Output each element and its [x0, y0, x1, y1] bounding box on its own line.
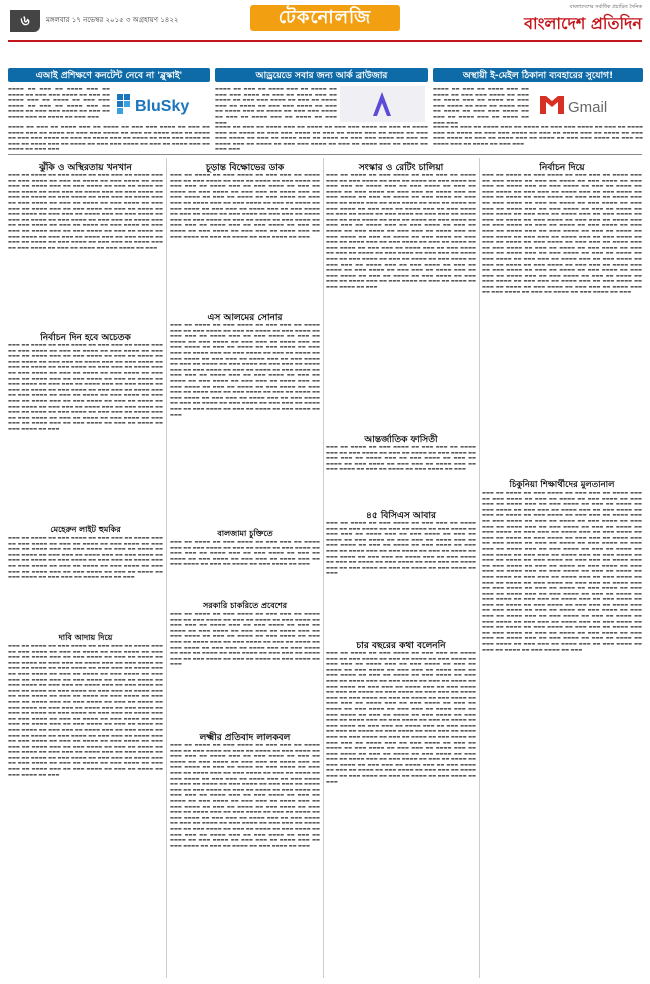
article-headline: চিকুনিয়া শিক্ষার্থীদের মুলতানাল: [509, 480, 615, 490]
article-body: ▬▬▬ ▬▬ ▬▬▬▬ ▬▬ ▬▬▬ ▬▬▬▬ ▬▬ ▬▬▬ ▬▬▬ ▬▬ ▬▬▬▬ ▬▬▬ ▬▬ ▬▬▬ ▬▬▬▬ ▬▬ ▬▬▬ ▬▬ ▬▬▬▬ ▬▬ ▬▬▬ ▬▬▬▬ ▬▬ ▬▬▬ ▬▬▬ ▬▬ ▬▬▬▬ ▬▬▬ ▬▬ ▬▬▬ ▬▬▬▬ ▬▬ ▬▬▬ ▬▬ ▬▬▬▬ ▬▬ ▬▬▬ ▬▬▬▬ ▬▬ ▬▬▬ ▬▬▬ ▬▬ ▬▬▬▬ ▬▬▬ ▬▬ ▬▬▬ ▬▬▬▬ ▬▬ ▬▬▬ ▬▬ ▬▬▬▬ ▬▬ ▬▬▬ ▬▬▬▬ ▬▬ ▬▬▬ ▬▬▬ ▬▬ ▬▬▬▬ ▬▬▬ ▬▬ ▬▬▬ ▬▬▬▬ ▬▬ ▬▬▬ ▬▬ ▬▬▬▬ ▬▬ ▬▬▬ ▬▬▬▬ ▬▬ ▬▬▬ ▬▬▬ ▬▬ ▬▬▬▬ ▬▬▬ ▬▬ ▬▬▬ ▬▬▬▬ ▬▬ ▬▬▬ ▬▬ ▬▬▬▬ ▬▬ ▬▬▬ ▬▬▬▬ ▬▬ ▬▬▬ ▬▬▬ ▬▬ ▬▬▬▬ ▬▬▬ ▬▬ ▬▬▬ ▬▬▬▬ ▬▬ ▬▬▬ ▬▬ ▬▬▬▬ ▬▬ ▬▬▬ ▬▬▬▬ ▬▬ ▬▬▬ ▬▬▬ ▬▬ ▬▬▬▬ ▬▬▬ ▬▬ ▬▬▬ ▬▬▬▬ ▬▬ ▬▬▬ ▬▬ ▬▬▬▬ ▬▬ ▬▬▬ ▬▬▬▬ ▬▬ ▬▬▬ ▬▬▬ ▬▬ ▬▬▬▬ ▬▬▬ ▬▬ ▬▬▬ ▬▬▬▬ ▬▬ ▬▬▬ ▬▬ ▬▬▬▬ ▬▬ ▬▬▬ ▬▬▬▬ ▬▬ ▬▬▬ ▬▬▬ ▬▬ ▬▬▬▬ ▬▬▬ ▬▬ ▬▬▬ ▬▬▬▬ ▬▬ ▬▬▬ ▬▬ ▬▬▬▬ ▬▬ ▬▬▬ ▬▬▬▬ ▬▬ ▬▬▬ ▬▬▬ ▬▬ ▬▬▬▬ ▬▬▬ ▬▬ ▬▬▬ ▬▬▬▬ ▬▬ ▬▬▬ ▬▬ ▬▬▬▬ ▬▬ ▬▬▬ ▬▬▬▬ ▬▬ ▬▬▬ ▬▬▬ ▬▬ ▬▬▬▬ ▬▬▬ ▬▬ ▬▬▬ ▬▬▬▬ ▬▬ ▬▬▬ ▬▬ ▬▬▬▬ ▬▬ ▬▬▬ ▬▬▬▬ ▬▬ ▬▬▬ ▬▬▬ ▬▬ ▬▬▬▬ ▬▬▬ ▬▬ ▬▬▬ ▬▬▬▬ ▬▬ ▬▬▬ ▬▬ ▬▬▬▬ ▬▬ ▬▬▬ ▬▬▬▬ ▬▬ ▬▬▬ ▬▬▬ ▬▬ ▬▬▬▬ ▬▬▬ ▬▬ ▬▬▬ ▬▬▬▬ ▬▬ ▬▬▬ ▬▬ ▬▬▬▬ ▬▬ ▬▬▬ ▬▬▬▬ ▬▬ ▬▬▬ ▬▬▬ ▬▬ ▬▬▬▬ ▬▬▬ ▬▬ ▬▬▬ ▬▬▬▬ ▬▬ ▬▬▬ ▬▬ ▬▬▬▬ ▬▬ ▬▬▬ ▬▬▬▬ ▬▬ ▬▬▬ ▬▬▬ ▬▬ ▬▬▬▬ ▬▬▬ ▬▬ ▬▬▬ ▬▬▬▬ ▬▬ ▬▬▬ ▬▬ ▬▬▬▬ ▬▬ ▬▬▬ ▬▬▬▬ ▬▬ ▬▬▬ ▬▬▬ ▬▬ ▬▬▬▬ ▬▬▬ ▬▬ ▬▬▬ ▬▬▬▬ ▬▬ ▬▬▬ ▬▬ ▬▬▬▬ ▬▬ ▬▬▬ ▬▬▬▬ ▬▬ ▬▬▬: [482, 172, 642, 295]
masthead: [0, 0, 650, 64]
article-headline: সরকারি চাকরিতে প্রবেশের: [203, 601, 287, 610]
article-headline: ৪৫ বিসিএস আবার: [366, 511, 436, 521]
article-headline: লক্ষ্মীর প্রতিবাদ লালকবল: [199, 733, 291, 743]
masthead-divider: [8, 40, 642, 42]
article-headline: নির্বাচন দিয়ে: [539, 163, 585, 173]
blusky-logo: [113, 86, 208, 122]
top-story-text-arc-more: ▬▬▬▬ ▬▬ ▬▬▬ ▬▬ ▬▬▬▬ ▬▬▬ ▬▬ ▬▬▬▬ ▬▬ ▬▬▬ ▬▬▬ ▬▬▬▬ ▬▬ ▬▬▬ ▬▬ ▬▬▬▬ ▬▬▬ ▬▬ ▬▬▬▬ ▬▬ ▬▬▬ ▬▬▬ ▬▬▬▬ ▬▬ ▬▬▬ ▬▬ ▬▬▬▬ ▬▬▬ ▬▬ ▬▬▬▬ ▬▬ ▬▬▬ ▬▬▬ ▬▬▬▬ ▬▬ ▬▬▬ ▬▬ ▬▬▬▬ ▬▬▬ ▬▬ ▬▬▬▬ ▬▬ ▬▬▬ ▬▬▬ ▬▬▬▬ ▬▬ ▬▬▬ ▬▬ ▬▬▬▬ ▬▬▬ ▬▬ ▬▬▬▬ ▬▬ ▬▬▬ ▬▬▬ ▬▬▬▬ ▬▬ ▬▬▬ ▬▬ ▬▬▬▬ ▬▬▬ ▬▬ ▬▬▬▬ ▬▬ ▬▬▬ ▬▬▬: [215, 124, 428, 150]
article-body: ▬▬▬ ▬▬ ▬▬▬▬ ▬▬ ▬▬▬ ▬▬▬▬ ▬▬ ▬▬▬ ▬▬▬ ▬▬ ▬▬▬▬ ▬▬▬ ▬▬ ▬▬▬ ▬▬▬▬ ▬▬ ▬▬▬ ▬▬ ▬▬▬▬ ▬▬ ▬▬▬ ▬▬▬▬ ▬▬ ▬▬▬ ▬▬▬ ▬▬ ▬▬▬▬ ▬▬▬ ▬▬ ▬▬▬ ▬▬▬▬ ▬▬ ▬▬▬ ▬▬ ▬▬▬▬ ▬▬ ▬▬▬ ▬▬▬▬ ▬▬ ▬▬▬ ▬▬▬ ▬▬ ▬▬▬▬ ▬▬▬ ▬▬ ▬▬▬ ▬▬▬▬ ▬▬ ▬▬▬ ▬▬ ▬▬▬▬ ▬▬ ▬▬▬ ▬▬▬▬ ▬▬ ▬▬▬ ▬▬▬ ▬▬ ▬▬▬▬ ▬▬▬ ▬▬ ▬▬▬ ▬▬▬▬ ▬▬ ▬▬▬ ▬▬ ▬▬▬▬ ▬▬ ▬▬▬ ▬▬▬▬ ▬▬ ▬▬▬ ▬▬▬ ▬▬ ▬▬▬▬ ▬▬▬ ▬▬ ▬▬▬ ▬▬▬▬ ▬▬ ▬▬▬ ▬▬ ▬▬▬▬ ▬▬ ▬▬▬ ▬▬▬▬ ▬▬ ▬▬▬ ▬▬▬ ▬▬ ▬▬▬▬ ▬▬▬ ▬▬ ▬▬▬ ▬▬▬▬ ▬▬ ▬▬▬ ▬▬ ▬▬▬▬ ▬▬ ▬▬▬ ▬▬▬▬ ▬▬ ▬▬▬: [326, 520, 476, 576]
section-title: টেকনোলজি: [250, 5, 400, 31]
gmail-logo: [532, 86, 640, 122]
column-divider: [166, 158, 167, 978]
article-body: ▬▬▬ ▬▬ ▬▬▬▬ ▬▬ ▬▬▬ ▬▬▬▬ ▬▬ ▬▬▬ ▬▬▬ ▬▬ ▬▬▬▬ ▬▬▬ ▬▬ ▬▬▬ ▬▬▬▬ ▬▬ ▬▬▬ ▬▬ ▬▬▬▬ ▬▬ ▬▬▬ ▬▬▬▬ ▬▬ ▬▬▬ ▬▬▬ ▬▬ ▬▬▬▬ ▬▬▬ ▬▬ ▬▬▬ ▬▬▬▬ ▬▬ ▬▬▬ ▬▬ ▬▬▬▬ ▬▬ ▬▬▬ ▬▬▬▬ ▬▬ ▬▬▬ ▬▬▬ ▬▬ ▬▬▬▬ ▬▬▬ ▬▬ ▬▬▬ ▬▬▬▬ ▬▬ ▬▬▬ ▬▬ ▬▬▬▬ ▬▬ ▬▬▬ ▬▬▬▬ ▬▬ ▬▬▬ ▬▬▬ ▬▬ ▬▬▬▬ ▬▬▬ ▬▬ ▬▬▬ ▬▬▬▬ ▬▬ ▬▬▬ ▬▬ ▬▬▬▬ ▬▬ ▬▬▬ ▬▬▬▬ ▬▬ ▬▬▬ ▬▬▬ ▬▬ ▬▬▬▬ ▬▬▬ ▬▬ ▬▬▬ ▬▬▬▬ ▬▬ ▬▬▬ ▬▬ ▬▬▬▬ ▬▬ ▬▬▬ ▬▬▬▬ ▬▬ ▬▬▬ ▬▬▬ ▬▬ ▬▬▬▬ ▬▬▬ ▬▬ ▬▬▬: [8, 535, 163, 580]
article-body: ▬▬▬ ▬▬ ▬▬▬▬ ▬▬ ▬▬▬ ▬▬▬▬ ▬▬ ▬▬▬ ▬▬▬ ▬▬ ▬▬▬▬ ▬▬▬ ▬▬ ▬▬▬ ▬▬▬▬ ▬▬ ▬▬▬ ▬▬ ▬▬▬▬ ▬▬ ▬▬▬ ▬▬▬▬ ▬▬ ▬▬▬ ▬▬▬ ▬▬ ▬▬▬▬ ▬▬▬ ▬▬ ▬▬▬ ▬▬▬▬ ▬▬ ▬▬▬ ▬▬ ▬▬▬▬ ▬▬ ▬▬▬ ▬▬▬▬ ▬▬ ▬▬▬ ▬▬▬ ▬▬ ▬▬▬▬ ▬▬▬ ▬▬ ▬▬▬ ▬▬▬▬ ▬▬ ▬▬▬ ▬▬ ▬▬▬▬ ▬▬ ▬▬▬ ▬▬▬▬ ▬▬ ▬▬▬ ▬▬▬ ▬▬ ▬▬▬▬ ▬▬▬ ▬▬ ▬▬▬ ▬▬▬▬ ▬▬ ▬▬▬ ▬▬ ▬▬▬▬ ▬▬ ▬▬▬ ▬▬▬▬ ▬▬ ▬▬▬ ▬▬▬ ▬▬ ▬▬▬▬ ▬▬▬ ▬▬ ▬▬▬ ▬▬▬▬ ▬▬ ▬▬▬ ▬▬ ▬▬▬▬ ▬▬ ▬▬▬ ▬▬▬▬ ▬▬ ▬▬▬ ▬▬▬ ▬▬ ▬▬▬▬ ▬▬▬ ▬▬ ▬▬▬ ▬▬▬▬ ▬▬ ▬▬▬ ▬▬ ▬▬▬▬ ▬▬ ▬▬▬ ▬▬▬▬ ▬▬ ▬▬▬: [170, 611, 320, 667]
top-story-text-email-more: ▬▬▬▬ ▬▬ ▬▬▬ ▬▬ ▬▬▬▬ ▬▬▬ ▬▬ ▬▬▬▬ ▬▬ ▬▬▬ ▬▬▬ ▬▬▬▬ ▬▬ ▬▬▬ ▬▬ ▬▬▬▬ ▬▬▬ ▬▬ ▬▬▬▬ ▬▬ ▬▬▬ ▬▬▬ ▬▬▬▬ ▬▬ ▬▬▬ ▬▬ ▬▬▬▬ ▬▬▬ ▬▬ ▬▬▬▬ ▬▬ ▬▬▬ ▬▬▬ ▬▬▬▬ ▬▬ ▬▬▬ ▬▬ ▬▬▬▬ ▬▬▬ ▬▬ ▬▬▬▬ ▬▬ ▬▬▬ ▬▬▬ ▬▬▬▬ ▬▬ ▬▬▬ ▬▬ ▬▬▬▬ ▬▬▬ ▬▬ ▬▬▬▬ ▬▬ ▬▬▬ ▬▬▬: [433, 124, 643, 146]
column-divider: [323, 158, 324, 978]
column-divider: [479, 158, 480, 978]
article-headline: আন্তর্জাতিক ফাসিতী: [364, 435, 438, 445]
article-body: ▬▬▬ ▬▬ ▬▬▬▬ ▬▬ ▬▬▬ ▬▬▬▬ ▬▬ ▬▬▬ ▬▬▬ ▬▬ ▬▬▬▬ ▬▬▬ ▬▬ ▬▬▬ ▬▬▬▬ ▬▬ ▬▬▬ ▬▬ ▬▬▬▬ ▬▬ ▬▬▬ ▬▬▬▬ ▬▬ ▬▬▬ ▬▬▬ ▬▬ ▬▬▬▬ ▬▬▬ ▬▬ ▬▬▬ ▬▬▬▬ ▬▬ ▬▬▬ ▬▬ ▬▬▬▬ ▬▬ ▬▬▬ ▬▬▬▬ ▬▬ ▬▬▬ ▬▬▬ ▬▬ ▬▬▬▬ ▬▬▬ ▬▬ ▬▬▬ ▬▬▬▬ ▬▬ ▬▬▬ ▬▬ ▬▬▬▬ ▬▬ ▬▬▬ ▬▬▬▬ ▬▬ ▬▬▬ ▬▬▬ ▬▬ ▬▬▬▬ ▬▬▬ ▬▬ ▬▬▬ ▬▬▬▬ ▬▬ ▬▬▬ ▬▬ ▬▬▬▬ ▬▬ ▬▬▬ ▬▬▬▬ ▬▬ ▬▬▬ ▬▬▬ ▬▬ ▬▬▬▬ ▬▬▬ ▬▬ ▬▬▬ ▬▬▬▬ ▬▬ ▬▬▬ ▬▬ ▬▬▬▬ ▬▬ ▬▬▬ ▬▬▬▬ ▬▬ ▬▬▬ ▬▬▬ ▬▬ ▬▬▬▬ ▬▬▬ ▬▬ ▬▬▬ ▬▬▬▬ ▬▬ ▬▬▬ ▬▬ ▬▬▬▬ ▬▬ ▬▬▬ ▬▬▬▬ ▬▬ ▬▬▬ ▬▬▬ ▬▬ ▬▬▬▬ ▬▬▬ ▬▬ ▬▬▬ ▬▬▬▬ ▬▬ ▬▬▬ ▬▬ ▬▬▬▬ ▬▬ ▬▬▬ ▬▬▬▬ ▬▬ ▬▬▬ ▬▬▬ ▬▬ ▬▬▬▬ ▬▬▬ ▬▬ ▬▬▬ ▬▬▬▬ ▬▬ ▬▬▬ ▬▬ ▬▬▬▬ ▬▬ ▬▬▬ ▬▬▬▬ ▬▬ ▬▬▬ ▬▬▬ ▬▬ ▬▬▬▬ ▬▬▬ ▬▬ ▬▬▬ ▬▬▬▬ ▬▬ ▬▬▬ ▬▬ ▬▬▬▬ ▬▬ ▬▬▬ ▬▬▬▬ ▬▬ ▬▬▬ ▬▬▬ ▬▬ ▬▬▬▬ ▬▬▬ ▬▬ ▬▬▬ ▬▬▬▬ ▬▬ ▬▬▬ ▬▬ ▬▬▬▬ ▬▬ ▬▬▬ ▬▬▬▬ ▬▬ ▬▬▬ ▬▬▬ ▬▬ ▬▬▬▬ ▬▬▬ ▬▬ ▬▬▬ ▬▬▬▬ ▬▬ ▬▬▬ ▬▬ ▬▬▬▬ ▬▬ ▬▬▬ ▬▬▬▬ ▬▬ ▬▬▬ ▬▬▬ ▬▬ ▬▬▬▬ ▬▬▬ ▬▬ ▬▬▬ ▬▬▬▬ ▬▬ ▬▬▬ ▬▬ ▬▬▬▬ ▬▬ ▬▬▬ ▬▬▬▬ ▬▬ ▬▬▬ ▬▬▬ ▬▬ ▬▬▬▬ ▬▬▬ ▬▬ ▬▬▬ ▬▬▬▬ ▬▬ ▬▬▬ ▬▬ ▬▬▬▬ ▬▬ ▬▬▬ ▬▬▬▬ ▬▬ ▬▬▬ ▬▬▬ ▬▬ ▬▬▬▬ ▬▬▬ ▬▬ ▬▬▬ ▬▬▬▬ ▬▬ ▬▬▬ ▬▬ ▬▬▬▬ ▬▬ ▬▬▬ ▬▬▬▬ ▬▬ ▬▬▬: [326, 172, 476, 289]
article-headline: বালজামা চুক্তিতে: [217, 529, 273, 538]
article-body: ▬▬▬ ▬▬ ▬▬▬▬ ▬▬ ▬▬▬ ▬▬▬▬ ▬▬ ▬▬▬ ▬▬▬ ▬▬ ▬▬▬▬ ▬▬▬ ▬▬ ▬▬▬ ▬▬▬▬ ▬▬ ▬▬▬ ▬▬ ▬▬▬▬ ▬▬ ▬▬▬ ▬▬▬▬ ▬▬ ▬▬▬ ▬▬▬ ▬▬ ▬▬▬▬ ▬▬▬ ▬▬ ▬▬▬ ▬▬▬▬ ▬▬ ▬▬▬ ▬▬ ▬▬▬▬ ▬▬ ▬▬▬ ▬▬▬▬ ▬▬ ▬▬▬ ▬▬▬ ▬▬ ▬▬▬▬ ▬▬▬ ▬▬ ▬▬▬ ▬▬▬▬ ▬▬ ▬▬▬ ▬▬ ▬▬▬▬ ▬▬ ▬▬▬ ▬▬▬▬ ▬▬ ▬▬▬ ▬▬▬ ▬▬ ▬▬▬▬ ▬▬▬ ▬▬ ▬▬▬ ▬▬▬▬ ▬▬ ▬▬▬ ▬▬ ▬▬▬▬ ▬▬ ▬▬▬ ▬▬▬▬ ▬▬ ▬▬▬ ▬▬▬ ▬▬ ▬▬▬▬ ▬▬▬ ▬▬ ▬▬▬ ▬▬▬▬ ▬▬ ▬▬▬ ▬▬ ▬▬▬▬ ▬▬ ▬▬▬ ▬▬▬▬ ▬▬ ▬▬▬ ▬▬▬ ▬▬ ▬▬▬▬ ▬▬▬ ▬▬ ▬▬▬ ▬▬▬▬ ▬▬ ▬▬▬ ▬▬ ▬▬▬▬ ▬▬ ▬▬▬ ▬▬▬▬ ▬▬ ▬▬▬ ▬▬▬ ▬▬ ▬▬▬▬ ▬▬▬ ▬▬ ▬▬▬ ▬▬▬▬ ▬▬ ▬▬▬ ▬▬ ▬▬▬▬ ▬▬ ▬▬▬ ▬▬▬▬ ▬▬ ▬▬▬ ▬▬▬ ▬▬ ▬▬▬▬ ▬▬▬ ▬▬ ▬▬▬ ▬▬▬▬ ▬▬ ▬▬▬ ▬▬ ▬▬▬▬ ▬▬ ▬▬▬ ▬▬▬▬ ▬▬ ▬▬▬ ▬▬▬ ▬▬ ▬▬▬▬ ▬▬▬ ▬▬ ▬▬▬ ▬▬▬▬ ▬▬ ▬▬▬ ▬▬ ▬▬▬▬ ▬▬ ▬▬▬ ▬▬▬▬ ▬▬ ▬▬▬ ▬▬▬ ▬▬ ▬▬▬▬ ▬▬▬ ▬▬ ▬▬▬ ▬▬▬▬ ▬▬ ▬▬▬ ▬▬ ▬▬▬▬ ▬▬ ▬▬▬ ▬▬▬▬ ▬▬ ▬▬▬ ▬▬▬ ▬▬ ▬▬▬▬ ▬▬▬ ▬▬ ▬▬▬ ▬▬▬▬ ▬▬ ▬▬▬ ▬▬ ▬▬▬▬ ▬▬ ▬▬▬ ▬▬▬▬ ▬▬ ▬▬▬: [8, 342, 163, 431]
article-headline: নির্বাচন দিন হবে অচেতক: [40, 333, 131, 343]
article-body: ▬▬▬ ▬▬ ▬▬▬▬ ▬▬ ▬▬▬ ▬▬▬▬ ▬▬ ▬▬▬ ▬▬▬ ▬▬ ▬▬▬▬ ▬▬▬ ▬▬ ▬▬▬ ▬▬▬▬ ▬▬ ▬▬▬ ▬▬ ▬▬▬▬ ▬▬ ▬▬▬ ▬▬▬▬ ▬▬ ▬▬▬ ▬▬▬ ▬▬ ▬▬▬▬ ▬▬▬ ▬▬ ▬▬▬ ▬▬▬▬ ▬▬ ▬▬▬ ▬▬ ▬▬▬▬ ▬▬ ▬▬▬ ▬▬▬▬ ▬▬ ▬▬▬ ▬▬▬ ▬▬ ▬▬▬▬ ▬▬▬ ▬▬ ▬▬▬ ▬▬▬▬ ▬▬ ▬▬▬ ▬▬ ▬▬▬▬ ▬▬ ▬▬▬ ▬▬▬▬ ▬▬ ▬▬▬ ▬▬▬ ▬▬ ▬▬▬▬ ▬▬▬ ▬▬ ▬▬▬ ▬▬▬▬ ▬▬ ▬▬▬ ▬▬ ▬▬▬▬ ▬▬ ▬▬▬ ▬▬▬▬ ▬▬ ▬▬▬ ▬▬▬ ▬▬ ▬▬▬▬ ▬▬▬ ▬▬ ▬▬▬ ▬▬▬▬ ▬▬ ▬▬▬ ▬▬ ▬▬▬▬ ▬▬ ▬▬▬ ▬▬▬▬ ▬▬ ▬▬▬ ▬▬▬ ▬▬ ▬▬▬▬ ▬▬▬ ▬▬ ▬▬▬ ▬▬▬▬ ▬▬ ▬▬▬ ▬▬ ▬▬▬▬ ▬▬ ▬▬▬ ▬▬▬▬ ▬▬ ▬▬▬ ▬▬▬ ▬▬ ▬▬▬▬ ▬▬▬ ▬▬ ▬▬▬ ▬▬▬▬ ▬▬ ▬▬▬ ▬▬ ▬▬▬▬ ▬▬ ▬▬▬ ▬▬▬▬ ▬▬ ▬▬▬ ▬▬▬ ▬▬ ▬▬▬▬ ▬▬▬ ▬▬ ▬▬▬ ▬▬▬▬ ▬▬ ▬▬▬ ▬▬ ▬▬▬▬ ▬▬ ▬▬▬ ▬▬▬▬ ▬▬ ▬▬▬ ▬▬▬ ▬▬ ▬▬▬▬ ▬▬▬ ▬▬ ▬▬▬ ▬▬▬▬ ▬▬ ▬▬▬ ▬▬ ▬▬▬▬ ▬▬ ▬▬▬ ▬▬▬▬ ▬▬ ▬▬▬ ▬▬▬ ▬▬ ▬▬▬▬ ▬▬▬ ▬▬ ▬▬▬ ▬▬▬▬ ▬▬ ▬▬▬ ▬▬ ▬▬▬▬ ▬▬ ▬▬▬ ▬▬▬▬ ▬▬ ▬▬▬ ▬▬▬ ▬▬ ▬▬▬▬ ▬▬▬ ▬▬ ▬▬▬ ▬▬▬▬ ▬▬ ▬▬▬ ▬▬ ▬▬▬▬ ▬▬ ▬▬▬ ▬▬▬▬ ▬▬ ▬▬▬ ▬▬▬ ▬▬ ▬▬▬▬ ▬▬▬ ▬▬ ▬▬▬ ▬▬▬▬ ▬▬ ▬▬▬ ▬▬ ▬▬▬▬ ▬▬ ▬▬▬ ▬▬▬▬ ▬▬ ▬▬▬ ▬▬▬ ▬▬ ▬▬▬▬ ▬▬▬ ▬▬ ▬▬▬ ▬▬▬▬ ▬▬ ▬▬▬ ▬▬ ▬▬▬▬ ▬▬ ▬▬▬ ▬▬▬▬ ▬▬ ▬▬▬ ▬▬▬ ▬▬ ▬▬▬▬ ▬▬▬ ▬▬ ▬▬▬ ▬▬▬▬ ▬▬ ▬▬▬ ▬▬ ▬▬▬▬ ▬▬ ▬▬▬ ▬▬▬▬ ▬▬ ▬▬▬ ▬▬▬ ▬▬ ▬▬▬▬ ▬▬▬ ▬▬ ▬▬▬ ▬▬▬▬ ▬▬ ▬▬▬ ▬▬ ▬▬▬▬ ▬▬ ▬▬▬ ▬▬▬▬ ▬▬ ▬▬▬ ▬▬▬ ▬▬ ▬▬▬▬ ▬▬▬ ▬▬ ▬▬▬ ▬▬▬▬ ▬▬ ▬▬▬ ▬▬ ▬▬▬▬ ▬▬ ▬▬▬ ▬▬▬▬ ▬▬ ▬▬▬ ▬▬▬ ▬▬ ▬▬▬▬ ▬▬▬ ▬▬ ▬▬▬ ▬▬▬▬ ▬▬ ▬▬▬ ▬▬ ▬▬▬▬ ▬▬ ▬▬▬ ▬▬▬▬ ▬▬ ▬▬▬ ▬▬▬ ▬▬ ▬▬▬▬ ▬▬▬ ▬▬ ▬▬▬ ▬▬▬▬ ▬▬ ▬▬▬ ▬▬ ▬▬▬▬ ▬▬ ▬▬▬ ▬▬▬▬ ▬▬ ▬▬▬ ▬▬▬ ▬▬ ▬▬▬▬ ▬▬▬ ▬▬ ▬▬▬ ▬▬▬▬ ▬▬ ▬▬▬ ▬▬ ▬▬▬▬ ▬▬ ▬▬▬ ▬▬▬▬ ▬▬ ▬▬▬ ▬▬▬ ▬▬ ▬▬▬▬ ▬▬▬ ▬▬ ▬▬▬ ▬▬▬▬ ▬▬ ▬▬▬ ▬▬ ▬▬▬▬ ▬▬ ▬▬▬ ▬▬▬▬ ▬▬ ▬▬▬ ▬▬▬ ▬▬ ▬▬▬▬ ▬▬▬ ▬▬ ▬▬▬ ▬▬▬▬ ▬▬ ▬▬▬ ▬▬ ▬▬▬▬ ▬▬ ▬▬▬ ▬▬▬▬ ▬▬ ▬▬▬: [482, 490, 642, 652]
article-body: ▬▬▬ ▬▬ ▬▬▬▬ ▬▬ ▬▬▬ ▬▬▬▬ ▬▬ ▬▬▬ ▬▬▬ ▬▬ ▬▬▬▬ ▬▬▬ ▬▬ ▬▬▬ ▬▬▬▬ ▬▬ ▬▬▬ ▬▬ ▬▬▬▬ ▬▬ ▬▬▬ ▬▬▬▬ ▬▬ ▬▬▬ ▬▬▬ ▬▬ ▬▬▬▬ ▬▬▬ ▬▬ ▬▬▬ ▬▬▬▬ ▬▬ ▬▬▬ ▬▬ ▬▬▬▬ ▬▬ ▬▬▬ ▬▬▬▬ ▬▬ ▬▬▬ ▬▬▬ ▬▬ ▬▬▬▬ ▬▬▬ ▬▬ ▬▬▬ ▬▬▬▬ ▬▬ ▬▬▬ ▬▬ ▬▬▬▬ ▬▬ ▬▬▬ ▬▬▬▬ ▬▬ ▬▬▬ ▬▬▬ ▬▬ ▬▬▬▬ ▬▬▬ ▬▬ ▬▬▬ ▬▬▬▬ ▬▬ ▬▬▬ ▬▬ ▬▬▬▬ ▬▬ ▬▬▬ ▬▬▬▬ ▬▬ ▬▬▬ ▬▬▬ ▬▬ ▬▬▬▬ ▬▬▬ ▬▬ ▬▬▬ ▬▬▬▬ ▬▬ ▬▬▬ ▬▬ ▬▬▬▬ ▬▬ ▬▬▬ ▬▬▬▬ ▬▬ ▬▬▬ ▬▬▬ ▬▬ ▬▬▬▬ ▬▬▬ ▬▬ ▬▬▬ ▬▬▬▬ ▬▬ ▬▬▬ ▬▬ ▬▬▬▬ ▬▬ ▬▬▬ ▬▬▬▬ ▬▬ ▬▬▬ ▬▬▬ ▬▬ ▬▬▬▬ ▬▬▬ ▬▬ ▬▬▬ ▬▬▬▬ ▬▬ ▬▬▬ ▬▬ ▬▬▬▬ ▬▬ ▬▬▬ ▬▬▬▬ ▬▬ ▬▬▬ ▬▬▬ ▬▬ ▬▬▬▬ ▬▬▬ ▬▬ ▬▬▬ ▬▬▬▬ ▬▬ ▬▬▬ ▬▬ ▬▬▬▬ ▬▬ ▬▬▬ ▬▬▬▬ ▬▬ ▬▬▬ ▬▬▬ ▬▬ ▬▬▬▬ ▬▬▬ ▬▬ ▬▬▬ ▬▬▬▬ ▬▬ ▬▬▬ ▬▬ ▬▬▬▬ ▬▬ ▬▬▬ ▬▬▬▬ ▬▬ ▬▬▬ ▬▬▬ ▬▬ ▬▬▬▬ ▬▬▬ ▬▬ ▬▬▬ ▬▬▬▬ ▬▬ ▬▬▬ ▬▬ ▬▬▬▬ ▬▬ ▬▬▬ ▬▬▬▬ ▬▬ ▬▬▬: [8, 172, 163, 250]
blusky-logo-text: BluSky: [135, 98, 190, 115]
top-story-headline-email: অস্থায়ী ই-মেইল ঠিকানা ব্যবহারের সুযোগ!: [433, 68, 643, 82]
article-body: ▬▬▬ ▬▬ ▬▬▬▬ ▬▬ ▬▬▬ ▬▬▬▬ ▬▬ ▬▬▬ ▬▬▬ ▬▬ ▬▬▬▬ ▬▬▬ ▬▬ ▬▬▬ ▬▬▬▬ ▬▬ ▬▬▬ ▬▬ ▬▬▬▬ ▬▬ ▬▬▬ ▬▬▬▬ ▬▬ ▬▬▬ ▬▬▬ ▬▬ ▬▬▬▬ ▬▬▬ ▬▬ ▬▬▬ ▬▬▬▬ ▬▬ ▬▬▬ ▬▬ ▬▬▬▬ ▬▬ ▬▬▬ ▬▬▬▬ ▬▬ ▬▬▬ ▬▬▬ ▬▬ ▬▬▬▬ ▬▬▬ ▬▬ ▬▬▬ ▬▬▬▬ ▬▬ ▬▬▬ ▬▬ ▬▬▬▬ ▬▬ ▬▬▬ ▬▬▬▬ ▬▬ ▬▬▬ ▬▬▬ ▬▬ ▬▬▬▬ ▬▬▬ ▬▬ ▬▬▬ ▬▬▬▬ ▬▬ ▬▬▬ ▬▬ ▬▬▬▬ ▬▬ ▬▬▬ ▬▬▬▬ ▬▬ ▬▬▬ ▬▬▬ ▬▬ ▬▬▬▬ ▬▬▬ ▬▬ ▬▬▬ ▬▬▬▬ ▬▬ ▬▬▬ ▬▬ ▬▬▬▬ ▬▬ ▬▬▬ ▬▬▬▬ ▬▬ ▬▬▬ ▬▬▬ ▬▬ ▬▬▬▬ ▬▬▬ ▬▬ ▬▬▬ ▬▬▬▬ ▬▬ ▬▬▬ ▬▬ ▬▬▬▬ ▬▬ ▬▬▬ ▬▬▬▬ ▬▬ ▬▬▬ ▬▬▬ ▬▬ ▬▬▬▬ ▬▬▬ ▬▬ ▬▬▬ ▬▬▬▬ ▬▬ ▬▬▬ ▬▬ ▬▬▬▬ ▬▬ ▬▬▬ ▬▬▬▬ ▬▬ ▬▬▬ ▬▬▬ ▬▬ ▬▬▬▬ ▬▬▬ ▬▬ ▬▬▬ ▬▬▬▬ ▬▬ ▬▬▬ ▬▬ ▬▬▬▬ ▬▬ ▬▬▬ ▬▬▬▬ ▬▬ ▬▬▬: [170, 172, 320, 239]
top-story-text-ai-more: ▬▬▬▬ ▬▬ ▬▬▬ ▬▬ ▬▬▬▬ ▬▬▬ ▬▬ ▬▬▬▬ ▬▬ ▬▬▬ ▬▬▬ ▬▬▬▬ ▬▬ ▬▬▬ ▬▬ ▬▬▬▬ ▬▬▬ ▬▬ ▬▬▬▬ ▬▬ ▬▬▬ ▬▬▬ ▬▬▬▬ ▬▬ ▬▬▬ ▬▬ ▬▬▬▬ ▬▬▬ ▬▬ ▬▬▬▬ ▬▬ ▬▬▬ ▬▬▬ ▬▬▬▬ ▬▬ ▬▬▬ ▬▬ ▬▬▬▬ ▬▬▬ ▬▬ ▬▬▬▬ ▬▬ ▬▬▬ ▬▬▬ ▬▬▬▬ ▬▬ ▬▬▬ ▬▬ ▬▬▬▬ ▬▬▬ ▬▬ ▬▬▬▬ ▬▬ ▬▬▬ ▬▬▬ ▬▬▬▬ ▬▬ ▬▬▬ ▬▬ ▬▬▬▬ ▬▬▬ ▬▬ ▬▬▬▬ ▬▬ ▬▬▬ ▬▬▬: [8, 124, 210, 150]
page-number-badge: ৬: [10, 10, 40, 32]
article-headline: সংস্কার ও রেটিং চালিয়া: [358, 163, 444, 173]
top-section-divider: [8, 154, 642, 155]
article-headline: চূড়ান্ত বিক্ষোভের ডাক: [205, 163, 285, 173]
top-story-headline-ai: এআই প্রশিক্ষণে কনটেন্ট নেবে না 'ব্লুস্কাই': [8, 68, 210, 82]
top-story-headline-arc: আড্রয়েডে সবার জন্য আর্ক ব্রাউজার: [215, 68, 428, 82]
article-headline: দাবি আদায় দিয়ে: [58, 633, 113, 642]
brand-tagline: বাংলাদেশের সর্বাধিক প্রচারিত দৈনিক: [569, 4, 642, 10]
top-story-text-email: ▬▬▬▬ ▬▬ ▬▬▬ ▬▬ ▬▬▬▬ ▬▬▬ ▬▬ ▬▬▬▬ ▬▬ ▬▬▬ ▬▬▬ ▬▬▬▬ ▬▬ ▬▬▬ ▬▬ ▬▬▬▬ ▬▬▬ ▬▬ ▬▬▬▬ ▬▬ ▬▬▬ ▬▬▬ ▬▬▬▬ ▬▬ ▬▬▬ ▬▬ ▬▬▬▬ ▬▬▬ ▬▬ ▬▬▬▬ ▬▬ ▬▬▬ ▬▬▬ ▬▬▬▬ ▬▬ ▬▬▬ ▬▬ ▬▬▬▬ ▬▬▬ ▬▬ ▬▬▬▬ ▬▬ ▬▬▬ ▬▬▬: [433, 86, 529, 125]
article-headline: চার বছরের কথা বলেননি: [356, 641, 446, 651]
article-body: ▬▬▬ ▬▬ ▬▬▬▬ ▬▬ ▬▬▬ ▬▬▬▬ ▬▬ ▬▬▬ ▬▬▬ ▬▬ ▬▬▬▬ ▬▬▬ ▬▬ ▬▬▬ ▬▬▬▬ ▬▬ ▬▬▬ ▬▬ ▬▬▬▬ ▬▬ ▬▬▬ ▬▬▬▬ ▬▬ ▬▬▬ ▬▬▬ ▬▬ ▬▬▬▬ ▬▬▬ ▬▬ ▬▬▬ ▬▬▬▬ ▬▬ ▬▬▬ ▬▬ ▬▬▬▬ ▬▬ ▬▬▬ ▬▬▬▬ ▬▬ ▬▬▬ ▬▬▬ ▬▬ ▬▬▬▬ ▬▬▬ ▬▬ ▬▬▬ ▬▬▬▬ ▬▬ ▬▬▬ ▬▬ ▬▬▬▬ ▬▬ ▬▬▬ ▬▬▬▬ ▬▬ ▬▬▬ ▬▬▬ ▬▬ ▬▬▬▬ ▬▬▬ ▬▬ ▬▬▬ ▬▬▬▬ ▬▬ ▬▬▬ ▬▬ ▬▬▬▬ ▬▬ ▬▬▬ ▬▬▬▬ ▬▬ ▬▬▬ ▬▬▬ ▬▬ ▬▬▬▬ ▬▬▬ ▬▬ ▬▬▬ ▬▬▬▬ ▬▬ ▬▬▬ ▬▬ ▬▬▬▬ ▬▬ ▬▬▬ ▬▬▬▬ ▬▬ ▬▬▬ ▬▬▬ ▬▬ ▬▬▬▬ ▬▬▬ ▬▬ ▬▬▬ ▬▬▬▬ ▬▬ ▬▬▬ ▬▬ ▬▬▬▬ ▬▬ ▬▬▬ ▬▬▬▬ ▬▬ ▬▬▬ ▬▬▬ ▬▬ ▬▬▬▬ ▬▬▬ ▬▬ ▬▬▬ ▬▬▬▬ ▬▬ ▬▬▬ ▬▬ ▬▬▬▬ ▬▬ ▬▬▬ ▬▬▬▬ ▬▬ ▬▬▬ ▬▬▬ ▬▬ ▬▬▬▬ ▬▬▬ ▬▬ ▬▬▬ ▬▬▬▬ ▬▬ ▬▬▬ ▬▬ ▬▬▬▬ ▬▬ ▬▬▬ ▬▬▬▬ ▬▬ ▬▬▬ ▬▬▬ ▬▬ ▬▬▬▬ ▬▬▬ ▬▬ ▬▬▬ ▬▬▬▬ ▬▬ ▬▬▬ ▬▬ ▬▬▬▬ ▬▬ ▬▬▬ ▬▬▬▬ ▬▬ ▬▬▬ ▬▬▬ ▬▬ ▬▬▬▬ ▬▬▬ ▬▬ ▬▬▬ ▬▬▬▬ ▬▬ ▬▬▬ ▬▬ ▬▬▬▬ ▬▬ ▬▬▬ ▬▬▬▬ ▬▬ ▬▬▬ ▬▬▬ ▬▬ ▬▬▬▬ ▬▬▬ ▬▬ ▬▬▬ ▬▬▬▬ ▬▬ ▬▬▬ ▬▬ ▬▬▬▬ ▬▬ ▬▬▬ ▬▬▬▬ ▬▬ ▬▬▬: [170, 322, 320, 417]
newspaper-brand: [482, 4, 642, 34]
gmail-logo-text: Gmail: [568, 99, 608, 116]
article-body: ▬▬▬ ▬▬ ▬▬▬▬ ▬▬ ▬▬▬ ▬▬▬▬ ▬▬ ▬▬▬ ▬▬▬ ▬▬ ▬▬▬▬ ▬▬▬ ▬▬ ▬▬▬ ▬▬▬▬ ▬▬ ▬▬▬ ▬▬ ▬▬▬▬ ▬▬ ▬▬▬ ▬▬▬▬ ▬▬ ▬▬▬ ▬▬▬ ▬▬ ▬▬▬▬ ▬▬▬ ▬▬ ▬▬▬ ▬▬▬▬ ▬▬ ▬▬▬ ▬▬ ▬▬▬▬ ▬▬ ▬▬▬ ▬▬▬▬ ▬▬ ▬▬▬ ▬▬▬ ▬▬ ▬▬▬▬ ▬▬▬ ▬▬ ▬▬▬ ▬▬▬▬ ▬▬ ▬▬▬ ▬▬ ▬▬▬▬ ▬▬ ▬▬▬ ▬▬▬▬ ▬▬ ▬▬▬: [170, 539, 320, 567]
brand-name: বাংলাদেশ প্রতিদিন: [524, 14, 642, 33]
top-story-text-arc: ▬▬▬▬ ▬▬ ▬▬▬ ▬▬ ▬▬▬▬ ▬▬▬ ▬▬ ▬▬▬▬ ▬▬ ▬▬▬ ▬▬▬ ▬▬▬▬ ▬▬ ▬▬▬ ▬▬ ▬▬▬▬ ▬▬▬ ▬▬ ▬▬▬▬ ▬▬ ▬▬▬ ▬▬▬ ▬▬▬▬ ▬▬ ▬▬▬ ▬▬ ▬▬▬▬ ▬▬▬ ▬▬ ▬▬▬▬ ▬▬ ▬▬▬ ▬▬▬ ▬▬▬▬ ▬▬ ▬▬▬ ▬▬ ▬▬▬▬ ▬▬▬ ▬▬ ▬▬▬▬ ▬▬ ▬▬▬ ▬▬▬ ▬▬▬▬ ▬▬ ▬▬▬ ▬▬ ▬▬▬▬ ▬▬▬ ▬▬ ▬▬▬▬ ▬▬ ▬▬▬ ▬▬▬: [215, 86, 337, 125]
article-headline: এস আলমের সোনার: [207, 313, 283, 323]
arc-browser-logo: [340, 86, 425, 122]
top-story-text-ai: ▬▬▬▬ ▬▬ ▬▬▬ ▬▬ ▬▬▬▬ ▬▬▬ ▬▬ ▬▬▬▬ ▬▬ ▬▬▬ ▬▬▬ ▬▬▬▬ ▬▬ ▬▬▬ ▬▬ ▬▬▬▬ ▬▬▬ ▬▬ ▬▬▬▬ ▬▬ ▬▬▬ ▬▬▬ ▬▬▬▬ ▬▬ ▬▬▬ ▬▬ ▬▬▬▬ ▬▬▬ ▬▬ ▬▬▬▬ ▬▬ ▬▬▬ ▬▬▬ ▬▬▬▬ ▬▬ ▬▬▬ ▬▬ ▬▬▬▬ ▬▬▬ ▬▬ ▬▬▬▬ ▬▬ ▬▬▬ ▬▬▬: [8, 86, 110, 119]
article-body: ▬▬▬ ▬▬ ▬▬▬▬ ▬▬ ▬▬▬ ▬▬▬▬ ▬▬ ▬▬▬ ▬▬▬ ▬▬ ▬▬▬▬ ▬▬▬ ▬▬ ▬▬▬ ▬▬▬▬ ▬▬ ▬▬▬ ▬▬ ▬▬▬▬ ▬▬ ▬▬▬ ▬▬▬▬ ▬▬ ▬▬▬ ▬▬▬ ▬▬ ▬▬▬▬ ▬▬▬ ▬▬ ▬▬▬ ▬▬▬▬ ▬▬ ▬▬▬ ▬▬ ▬▬▬▬ ▬▬ ▬▬▬ ▬▬▬▬ ▬▬ ▬▬▬ ▬▬▬ ▬▬ ▬▬▬▬ ▬▬▬ ▬▬ ▬▬▬ ▬▬▬▬ ▬▬ ▬▬▬ ▬▬ ▬▬▬▬ ▬▬ ▬▬▬ ▬▬▬▬ ▬▬ ▬▬▬: [326, 444, 476, 472]
article-body: ▬▬▬ ▬▬ ▬▬▬▬ ▬▬ ▬▬▬ ▬▬▬▬ ▬▬ ▬▬▬ ▬▬▬ ▬▬ ▬▬▬▬ ▬▬▬ ▬▬ ▬▬▬ ▬▬▬▬ ▬▬ ▬▬▬ ▬▬ ▬▬▬▬ ▬▬ ▬▬▬ ▬▬▬▬ ▬▬ ▬▬▬ ▬▬▬ ▬▬ ▬▬▬▬ ▬▬▬ ▬▬ ▬▬▬ ▬▬▬▬ ▬▬ ▬▬▬ ▬▬ ▬▬▬▬ ▬▬ ▬▬▬ ▬▬▬▬ ▬▬ ▬▬▬ ▬▬▬ ▬▬ ▬▬▬▬ ▬▬▬ ▬▬ ▬▬▬ ▬▬▬▬ ▬▬ ▬▬▬ ▬▬ ▬▬▬▬ ▬▬ ▬▬▬ ▬▬▬▬ ▬▬ ▬▬▬ ▬▬▬ ▬▬ ▬▬▬▬ ▬▬▬ ▬▬ ▬▬▬ ▬▬▬▬ ▬▬ ▬▬▬ ▬▬ ▬▬▬▬ ▬▬ ▬▬▬ ▬▬▬▬ ▬▬ ▬▬▬ ▬▬▬ ▬▬ ▬▬▬▬ ▬▬▬ ▬▬ ▬▬▬ ▬▬▬▬ ▬▬ ▬▬▬ ▬▬ ▬▬▬▬ ▬▬ ▬▬▬ ▬▬▬▬ ▬▬ ▬▬▬ ▬▬▬ ▬▬ ▬▬▬▬ ▬▬▬ ▬▬ ▬▬▬ ▬▬▬▬ ▬▬ ▬▬▬ ▬▬ ▬▬▬▬ ▬▬ ▬▬▬ ▬▬▬▬ ▬▬ ▬▬▬ ▬▬▬ ▬▬ ▬▬▬▬ ▬▬▬ ▬▬ ▬▬▬ ▬▬▬▬ ▬▬ ▬▬▬ ▬▬ ▬▬▬▬ ▬▬ ▬▬▬ ▬▬▬▬ ▬▬ ▬▬▬ ▬▬▬ ▬▬ ▬▬▬▬ ▬▬▬ ▬▬ ▬▬▬ ▬▬▬▬ ▬▬ ▬▬▬ ▬▬ ▬▬▬▬ ▬▬ ▬▬▬ ▬▬▬▬ ▬▬ ▬▬▬ ▬▬▬ ▬▬ ▬▬▬▬ ▬▬▬ ▬▬ ▬▬▬ ▬▬▬▬ ▬▬ ▬▬▬ ▬▬ ▬▬▬▬ ▬▬ ▬▬▬ ▬▬▬▬ ▬▬ ▬▬▬ ▬▬▬ ▬▬ ▬▬▬▬ ▬▬▬ ▬▬ ▬▬▬ ▬▬▬▬ ▬▬ ▬▬▬ ▬▬ ▬▬▬▬ ▬▬ ▬▬▬ ▬▬▬▬ ▬▬ ▬▬▬ ▬▬▬ ▬▬ ▬▬▬▬ ▬▬▬ ▬▬ ▬▬▬ ▬▬▬▬ ▬▬ ▬▬▬ ▬▬ ▬▬▬▬ ▬▬ ▬▬▬ ▬▬▬▬ ▬▬ ▬▬▬ ▬▬▬ ▬▬ ▬▬▬▬ ▬▬▬ ▬▬ ▬▬▬ ▬▬▬▬ ▬▬ ▬▬▬ ▬▬ ▬▬▬▬ ▬▬ ▬▬▬ ▬▬▬▬ ▬▬ ▬▬▬ ▬▬▬ ▬▬ ▬▬▬▬ ▬▬▬ ▬▬ ▬▬▬ ▬▬▬▬ ▬▬ ▬▬▬ ▬▬ ▬▬▬▬ ▬▬ ▬▬▬ ▬▬▬▬ ▬▬ ▬▬▬ ▬▬▬ ▬▬ ▬▬▬▬ ▬▬▬ ▬▬ ▬▬▬ ▬▬▬▬ ▬▬ ▬▬▬ ▬▬ ▬▬▬▬ ▬▬ ▬▬▬ ▬▬▬▬ ▬▬ ▬▬▬ ▬▬▬ ▬▬ ▬▬▬▬ ▬▬▬ ▬▬ ▬▬▬ ▬▬▬▬ ▬▬ ▬▬▬ ▬▬ ▬▬▬▬ ▬▬ ▬▬▬ ▬▬▬▬ ▬▬ ▬▬▬ ▬▬▬ ▬▬ ▬▬▬▬ ▬▬▬ ▬▬ ▬▬▬ ▬▬▬▬ ▬▬ ▬▬▬ ▬▬ ▬▬▬▬ ▬▬ ▬▬▬ ▬▬▬▬ ▬▬ ▬▬▬ ▬▬▬ ▬▬ ▬▬▬▬ ▬▬▬ ▬▬ ▬▬▬ ▬▬▬▬ ▬▬ ▬▬▬ ▬▬ ▬▬▬▬ ▬▬ ▬▬▬ ▬▬▬▬ ▬▬ ▬▬▬: [8, 643, 163, 777]
article-body: ▬▬▬ ▬▬ ▬▬▬▬ ▬▬ ▬▬▬ ▬▬▬▬ ▬▬ ▬▬▬ ▬▬▬ ▬▬ ▬▬▬▬ ▬▬▬ ▬▬ ▬▬▬ ▬▬▬▬ ▬▬ ▬▬▬ ▬▬ ▬▬▬▬ ▬▬ ▬▬▬ ▬▬▬▬ ▬▬ ▬▬▬ ▬▬▬ ▬▬ ▬▬▬▬ ▬▬▬ ▬▬ ▬▬▬ ▬▬▬▬ ▬▬ ▬▬▬ ▬▬ ▬▬▬▬ ▬▬ ▬▬▬ ▬▬▬▬ ▬▬ ▬▬▬ ▬▬▬ ▬▬ ▬▬▬▬ ▬▬▬ ▬▬ ▬▬▬ ▬▬▬▬ ▬▬ ▬▬▬ ▬▬ ▬▬▬▬ ▬▬ ▬▬▬ ▬▬▬▬ ▬▬ ▬▬▬ ▬▬▬ ▬▬ ▬▬▬▬ ▬▬▬ ▬▬ ▬▬▬ ▬▬▬▬ ▬▬ ▬▬▬ ▬▬ ▬▬▬▬ ▬▬ ▬▬▬ ▬▬▬▬ ▬▬ ▬▬▬ ▬▬▬ ▬▬ ▬▬▬▬ ▬▬▬ ▬▬ ▬▬▬ ▬▬▬▬ ▬▬ ▬▬▬ ▬▬ ▬▬▬▬ ▬▬ ▬▬▬ ▬▬▬▬ ▬▬ ▬▬▬ ▬▬▬ ▬▬ ▬▬▬▬ ▬▬▬ ▬▬ ▬▬▬ ▬▬▬▬ ▬▬ ▬▬▬ ▬▬ ▬▬▬▬ ▬▬ ▬▬▬ ▬▬▬▬ ▬▬ ▬▬▬ ▬▬▬ ▬▬ ▬▬▬▬ ▬▬▬ ▬▬ ▬▬▬ ▬▬▬▬ ▬▬ ▬▬▬ ▬▬ ▬▬▬▬ ▬▬ ▬▬▬ ▬▬▬▬ ▬▬ ▬▬▬ ▬▬▬ ▬▬ ▬▬▬▬ ▬▬▬ ▬▬ ▬▬▬ ▬▬▬▬ ▬▬ ▬▬▬ ▬▬ ▬▬▬▬ ▬▬ ▬▬▬ ▬▬▬▬ ▬▬ ▬▬▬ ▬▬▬ ▬▬ ▬▬▬▬ ▬▬▬ ▬▬ ▬▬▬ ▬▬▬▬ ▬▬ ▬▬▬ ▬▬ ▬▬▬▬ ▬▬ ▬▬▬ ▬▬▬▬ ▬▬ ▬▬▬ ▬▬▬ ▬▬ ▬▬▬▬ ▬▬▬ ▬▬ ▬▬▬ ▬▬▬▬ ▬▬ ▬▬▬ ▬▬ ▬▬▬▬ ▬▬ ▬▬▬ ▬▬▬▬ ▬▬ ▬▬▬ ▬▬▬ ▬▬ ▬▬▬▬ ▬▬▬ ▬▬ ▬▬▬ ▬▬▬▬ ▬▬ ▬▬▬ ▬▬ ▬▬▬▬ ▬▬ ▬▬▬ ▬▬▬▬ ▬▬ ▬▬▬ ▬▬▬ ▬▬ ▬▬▬▬ ▬▬▬ ▬▬ ▬▬▬ ▬▬▬▬ ▬▬ ▬▬▬ ▬▬ ▬▬▬▬ ▬▬ ▬▬▬ ▬▬▬▬ ▬▬ ▬▬▬ ▬▬▬ ▬▬ ▬▬▬▬ ▬▬▬ ▬▬ ▬▬▬ ▬▬▬▬ ▬▬ ▬▬▬ ▬▬ ▬▬▬▬ ▬▬ ▬▬▬ ▬▬▬▬ ▬▬ ▬▬▬: [170, 742, 320, 848]
article-headline: ঝুঁকি ও অস্থিরতায় খনখান: [39, 163, 132, 173]
article-headline: মেহেরুন লাইট হুমকির: [50, 525, 121, 534]
issue-date: মঙ্গলবার ১৭ নভেম্বর ২০১৫ ৩ অগ্রহায়ণ ১৪২২: [46, 16, 179, 24]
article-body: ▬▬▬ ▬▬ ▬▬▬▬ ▬▬ ▬▬▬ ▬▬▬▬ ▬▬ ▬▬▬ ▬▬▬ ▬▬ ▬▬▬▬ ▬▬▬ ▬▬ ▬▬▬ ▬▬▬▬ ▬▬ ▬▬▬ ▬▬ ▬▬▬▬ ▬▬ ▬▬▬ ▬▬▬▬ ▬▬ ▬▬▬ ▬▬▬ ▬▬ ▬▬▬▬ ▬▬▬ ▬▬ ▬▬▬ ▬▬▬▬ ▬▬ ▬▬▬ ▬▬ ▬▬▬▬ ▬▬ ▬▬▬ ▬▬▬▬ ▬▬ ▬▬▬ ▬▬▬ ▬▬ ▬▬▬▬ ▬▬▬ ▬▬ ▬▬▬ ▬▬▬▬ ▬▬ ▬▬▬ ▬▬ ▬▬▬▬ ▬▬ ▬▬▬ ▬▬▬▬ ▬▬ ▬▬▬ ▬▬▬ ▬▬ ▬▬▬▬ ▬▬▬ ▬▬ ▬▬▬ ▬▬▬▬ ▬▬ ▬▬▬ ▬▬ ▬▬▬▬ ▬▬ ▬▬▬ ▬▬▬▬ ▬▬ ▬▬▬ ▬▬▬ ▬▬ ▬▬▬▬ ▬▬▬ ▬▬ ▬▬▬ ▬▬▬▬ ▬▬ ▬▬▬ ▬▬ ▬▬▬▬ ▬▬ ▬▬▬ ▬▬▬▬ ▬▬ ▬▬▬ ▬▬▬ ▬▬ ▬▬▬▬ ▬▬▬ ▬▬ ▬▬▬ ▬▬▬▬ ▬▬ ▬▬▬ ▬▬ ▬▬▬▬ ▬▬ ▬▬▬ ▬▬▬▬ ▬▬ ▬▬▬ ▬▬▬ ▬▬ ▬▬▬▬ ▬▬▬ ▬▬ ▬▬▬ ▬▬▬▬ ▬▬ ▬▬▬ ▬▬ ▬▬▬▬ ▬▬ ▬▬▬ ▬▬▬▬ ▬▬ ▬▬▬ ▬▬▬ ▬▬ ▬▬▬▬ ▬▬▬ ▬▬ ▬▬▬ ▬▬▬▬ ▬▬ ▬▬▬ ▬▬ ▬▬▬▬ ▬▬ ▬▬▬ ▬▬▬▬ ▬▬ ▬▬▬ ▬▬▬ ▬▬ ▬▬▬▬ ▬▬▬ ▬▬ ▬▬▬ ▬▬▬▬ ▬▬ ▬▬▬ ▬▬ ▬▬▬▬ ▬▬ ▬▬▬ ▬▬▬▬ ▬▬ ▬▬▬ ▬▬▬ ▬▬ ▬▬▬▬ ▬▬▬ ▬▬ ▬▬▬ ▬▬▬▬ ▬▬ ▬▬▬ ▬▬ ▬▬▬▬ ▬▬ ▬▬▬ ▬▬▬▬ ▬▬ ▬▬▬ ▬▬▬ ▬▬ ▬▬▬▬ ▬▬▬ ▬▬ ▬▬▬ ▬▬▬▬ ▬▬ ▬▬▬ ▬▬ ▬▬▬▬ ▬▬ ▬▬▬ ▬▬▬▬ ▬▬ ▬▬▬ ▬▬▬ ▬▬ ▬▬▬▬ ▬▬▬ ▬▬ ▬▬▬ ▬▬▬▬ ▬▬ ▬▬▬ ▬▬ ▬▬▬▬ ▬▬ ▬▬▬ ▬▬▬▬ ▬▬ ▬▬▬ ▬▬▬ ▬▬ ▬▬▬▬ ▬▬▬ ▬▬ ▬▬▬ ▬▬▬▬ ▬▬ ▬▬▬ ▬▬ ▬▬▬▬ ▬▬ ▬▬▬ ▬▬▬▬ ▬▬ ▬▬▬ ▬▬▬ ▬▬ ▬▬▬▬ ▬▬▬ ▬▬ ▬▬▬ ▬▬▬▬ ▬▬ ▬▬▬ ▬▬ ▬▬▬▬ ▬▬ ▬▬▬ ▬▬▬▬ ▬▬ ▬▬▬ ▬▬▬ ▬▬ ▬▬▬▬ ▬▬▬ ▬▬ ▬▬▬ ▬▬▬▬ ▬▬ ▬▬▬ ▬▬ ▬▬▬▬ ▬▬ ▬▬▬ ▬▬▬▬ ▬▬ ▬▬▬ ▬▬▬ ▬▬ ▬▬▬▬ ▬▬▬ ▬▬ ▬▬▬ ▬▬▬▬ ▬▬ ▬▬▬ ▬▬ ▬▬▬▬ ▬▬ ▬▬▬ ▬▬▬▬ ▬▬ ▬▬▬: [326, 650, 476, 784]
